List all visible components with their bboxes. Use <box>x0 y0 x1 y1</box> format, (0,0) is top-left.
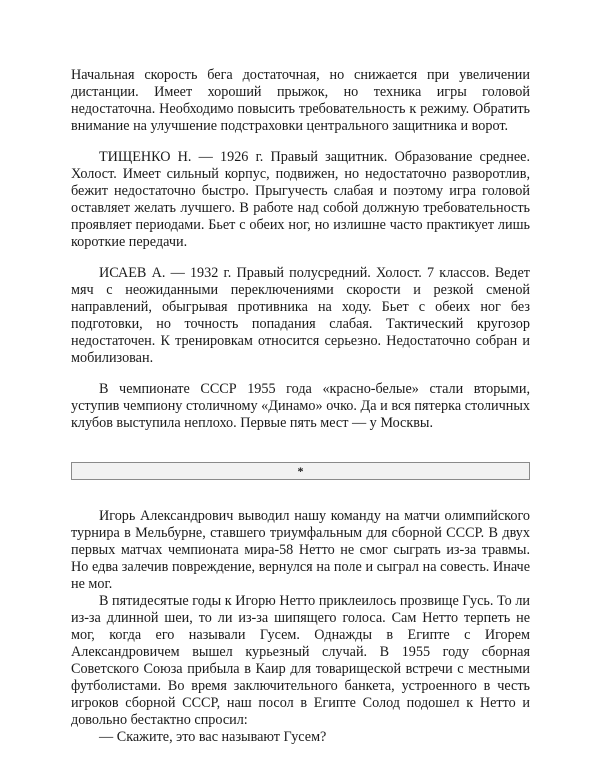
paragraph-nickname-goose: В пятидесятые годы к Игорю Нетто приклеилось прозвище Гусь. То ли из-за длинной шеи, то ли из-за шипящего голоса. Сам Нетто терпеть не мог, когда его называли Гусем. Однажды в Египте с Игорем Александровичем вышел курьезный случай. В 1955 году сборная Советского Союза прибыла в Каир для товарищеской встречи с местными футболистами. Во время заключительного банкета, устроенного в честь игроков сборной СССР, наш посол в Египте Солод подошел к Нетто и довольно бестактно спросил: <box>71 593 530 728</box>
document-page <box>71 67 530 746</box>
paragraph-isaev: ИСАЕВ А. — 1932 г. Правый полусредний. Холост. 7 классов. Ведет мяч с неожиданными переключениями скорости и резкой сменой направлений, обыгрывая противника на ходу. Бьет с обеих ног без подготовки, но точность попадания слабая. Тактический кругозор недостаточен. К тренировкам относится серьезно. Недостаточно собран и мобилизован. <box>71 265 530 366</box>
section-separator: * <box>71 462 530 480</box>
paragraph-tishchenko: ТИЩЕНКО Н. — 1926 г. Правый защитник. Образование среднее. Холост. Имеет сильный корпус, подвижен, но недостаточно разворотлив, бежит недостаточно быстро. Прыгучесть слабая и поэтому игра головой оставляет желать лучшего. В работе над собой должную требовательность проявляет периодами. Бьет с обеих ног, но излишне часто практикует лишь короткие передачи. <box>71 149 530 250</box>
paragraph-championship-1955: В чемпионате СССР 1955 года «красно-белые» стали вторыми, уступив чемпиону столичному «Динамо» очко. Да и вся пятерка столичных клубов выступила неплохо. Первые пять мест — у Москвы. <box>71 381 530 431</box>
paragraph-speed: Начальная скорость бега достаточная, но снижается при увеличении дистанции. Имеет хороший прыжок, но техника игры головой недостаточна. Необходимо повысить требовательность к режиму. Обратить внимание на улучшение подстраховки центрального защитника и ворот. <box>71 67 530 134</box>
paragraph-melbourne: Игорь Александрович выводил нашу команду на матчи олимпийского турнира в Мельбурне, ставшего триумфальным для сборной СССР. В двух первых матчах чемпионата мира-58 Нетто не смог сыграть из-за травмы. Но едва залечив повреждение, вернулся на поле и сыграл на совесть. Иначе не мог. <box>71 508 530 592</box>
paragraph-dialogue-question: — Скажите, это вас называют Гусем? <box>99 729 327 745</box>
